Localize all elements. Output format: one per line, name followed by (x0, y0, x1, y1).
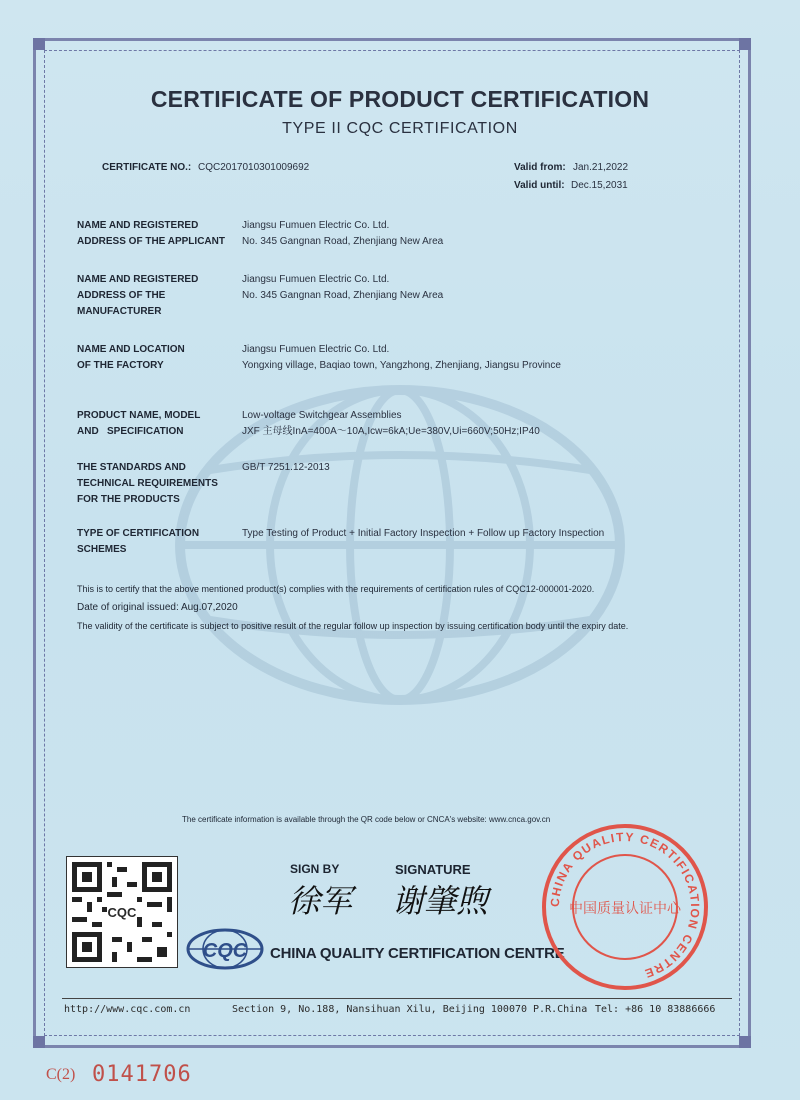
factory-name: Jiangsu Fumuen Electric Co. Ltd. (242, 344, 390, 355)
organization-name: CHINA QUALITY CERTIFICATION CENTRE (270, 945, 565, 962)
corner-ornament (739, 38, 751, 50)
certificate-number-label: CERTIFICATE NO.: (102, 162, 192, 173)
factory-label (77, 342, 237, 374)
manufacturer-name: Jiangsu Fumuen Electric Co. Ltd. (242, 274, 390, 285)
applicant-label-line: ADDRESS OF THE APPLICANT (77, 236, 225, 247)
footer-telephone: Tel: +86 10 83886666 (595, 1004, 716, 1015)
original-issue-date: Date of original issued: Aug.07,2020 (77, 602, 238, 613)
scheme-value (242, 526, 712, 542)
corner-ornament (33, 1036, 45, 1048)
applicant-label-line: NAME AND REGISTERED (77, 220, 199, 231)
valid-until-label: Valid until: (514, 180, 565, 191)
standards-label (77, 460, 237, 508)
scheme-label-line: TYPE OF CERTIFICATION (77, 528, 200, 539)
qr-code-icon (67, 857, 177, 967)
qr-logo-text: CQC (107, 905, 137, 920)
footer-address: Section 9, No.188, Nansihuan Xilu, Beijing 100070 P.R.China (232, 1004, 588, 1015)
cqc-logo-text: CQC (202, 940, 248, 962)
seal-outer-text: CHINA QUALITY CERTIFICATION CENTRE (547, 829, 703, 982)
official-seal-icon (540, 822, 710, 992)
applicant-name: Jiangsu Fumuen Electric Co. Ltd. (242, 220, 390, 231)
qr-code[interactable] (66, 856, 178, 968)
valid-from-label: Valid from: (514, 162, 566, 173)
standards-label-line: FOR THE PRODUCTS (77, 494, 180, 505)
scheme-description: Type Testing of Product + Initial Factory Inspection + Follow up Factory Inspection (242, 528, 605, 539)
factory-address: Yongxing village, Baqiao town, Yangzhong, Zhenjiang, Jiangsu Province (242, 360, 561, 371)
product-name: Low-voltage Switchgear Assemblies (242, 410, 402, 421)
certificate-number-value: CQC2017010301009692 (198, 162, 310, 173)
applicant-value (242, 218, 712, 250)
footer-divider (62, 998, 732, 999)
valid-until-value: Dec.15,2031 (571, 180, 628, 191)
product-specification: JXF 主母线InA=400A～10A,Icw=6kA;Ue=380V,Ui=660V;50Hz;IP40 (242, 426, 540, 437)
serial-prefix: C(2) (46, 1066, 76, 1083)
manufacturer-label-line: ADDRESS OF THE (77, 290, 166, 301)
serial-number: 0141706 (92, 1062, 192, 1087)
signer1-signature: 徐军 (288, 882, 353, 920)
product-value (242, 408, 712, 440)
corner-ornament (739, 1036, 751, 1048)
corner-ornament (33, 38, 45, 50)
signer2-signature: 谢肇煦 (392, 882, 489, 920)
product-label-line: PRODUCT NAME, MODEL (77, 410, 201, 421)
product-label-line: AND SPECIFICATION (77, 426, 184, 437)
product-label (77, 408, 237, 440)
factory-value (242, 342, 712, 374)
document-subtitle: TYPE II CQC CERTIFICATION (282, 120, 518, 137)
standards-value (242, 460, 712, 476)
scheme-label (77, 526, 237, 558)
applicant-label (77, 218, 237, 250)
factory-label-line: OF THE FACTORY (77, 360, 164, 371)
sign-by-label: SIGN BY (290, 862, 340, 876)
standard-code: GB/T 7251.12-2013 (242, 462, 330, 473)
standards-label-line: THE STANDARDS AND (77, 462, 186, 473)
footer-website[interactable]: http://www.cqc.com.cn (64, 1004, 191, 1015)
cqc-logo-icon (186, 928, 264, 970)
seal-inner-text: 中国质量认证中心 (569, 901, 681, 917)
signature-label: SIGNATURE (395, 862, 471, 877)
document-title: CERTIFICATE OF PRODUCT CERTIFICATION (150, 86, 650, 112)
certify-statement: This is to certify that the above mentioned product(s) complies with the requirements of certification rules of CQC12-000001-2020. (77, 584, 595, 594)
qr-note: The certificate information is available through the QR code below or CNCA's website: www.cnca.gov.cn (182, 815, 551, 824)
validity-statement: The validity of the certificate is subject to positive result of the regular follow up inspection by issuing certification body until the expiry date. (77, 621, 629, 631)
manufacturer-label-line: MANUFACTURER (77, 306, 162, 317)
standards-label-line: TECHNICAL REQUIREMENTS (77, 478, 218, 489)
valid-from-value: Jan.21,2022 (573, 162, 629, 173)
factory-label-line: NAME AND LOCATION (77, 344, 185, 355)
applicant-address: No. 345 Gangnan Road, Zhenjiang New Area (242, 236, 444, 247)
manufacturer-label (77, 272, 237, 320)
manufacturer-label-line: NAME AND REGISTERED (77, 274, 199, 285)
manufacturer-value (242, 272, 712, 304)
manufacturer-address: No. 345 Gangnan Road, Zhenjiang New Area (242, 290, 444, 301)
scheme-label-line: SCHEMES (77, 544, 127, 555)
